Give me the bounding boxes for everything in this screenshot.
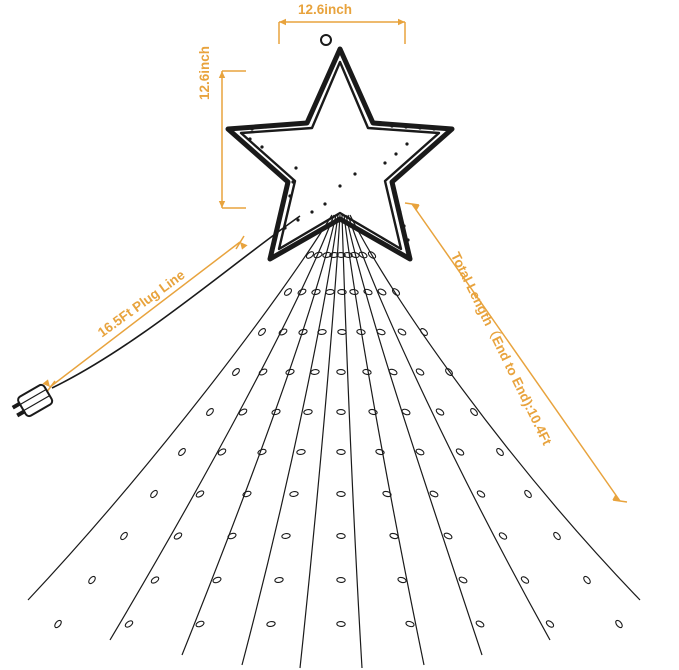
star-width-label: 12.6inch	[298, 2, 353, 17]
star-icon	[228, 35, 452, 259]
star-height-label: 12.6inch	[197, 45, 212, 100]
plug-icon	[10, 216, 300, 422]
plug-line-label: 16.5Ft Plug Line	[95, 267, 188, 341]
total-length-label: Total Length（End to End):10.4Ft	[447, 249, 555, 448]
